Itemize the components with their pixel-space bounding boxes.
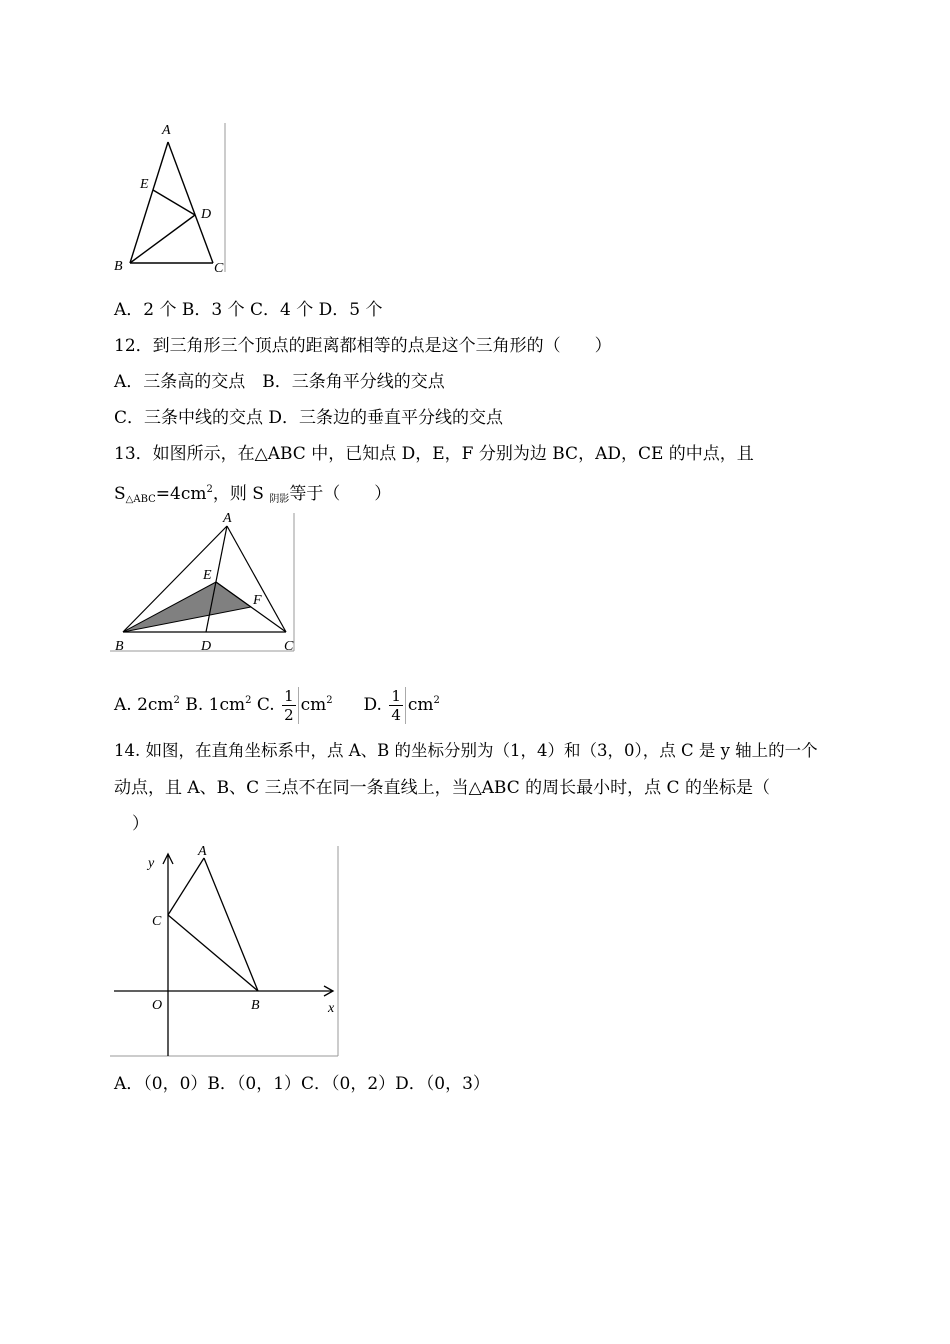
option-b: B. 1cm [179,695,246,715]
q14-options: A．（0，0）B．（0，1）C．（0，2）D．（0，3） [114,1074,490,1094]
label-O: O [152,998,163,1013]
fraction-half [282,687,299,724]
frac-num: 1 [391,687,401,705]
area-value: =4cm [155,484,207,504]
q14-stem-line2: 动点，且 A、B、C 三点不在同一条直线上，当△ABC 的周长最小时，点 C 的坐标是（ [114,778,770,798]
fraction-quarter [389,687,406,724]
shadow-subscript: 阴影 [269,494,290,505]
sup-a: 2 [173,695,180,706]
frac-num: 1 [284,687,294,705]
option-d: D. [363,695,388,715]
q12-options-ab: A．三条高的交点 B．三条角平分线的交点 [114,372,445,392]
sup-b: 2 [245,695,252,706]
q14-stem-line3: ） [132,814,149,834]
q13-stem-line1: 13．如图所示，在△ABC 中，已知点 D，E，F 分别为边 BC，AD，CE 的中点，且 [114,444,754,464]
label-C: C [214,261,224,276]
label-C: C [152,914,162,929]
sup-c: 2 [326,695,333,706]
label-E: E [140,177,149,192]
q12-stem: 12．到三角形三个顶点的距离都相等的点是这个三角形的（ ） [114,336,612,356]
then-text: ，则 S [212,484,270,504]
label-F: F [253,593,262,608]
label-B: B [115,639,124,654]
option-c: C. [251,695,281,715]
s-letter: S [114,484,126,504]
label-A: A [198,844,207,859]
label-C: C [284,639,294,654]
unit-c: cm [300,695,327,715]
label-D: D [201,639,212,654]
label-y: y [148,856,155,871]
superscript-2: 2 [206,484,213,495]
stem-tail: 等于（ ） [289,484,392,504]
label-E: E [203,568,212,583]
q11-options: A．2 个 B．3 个 C．4 个 D．5 个 [114,300,383,320]
q12-options-cd: C．三条中线的交点 D．三条边的垂直平分线的交点 [114,408,504,428]
label-x: x [328,1001,335,1016]
sup-d: 2 [433,695,440,706]
q13-options [114,682,440,724]
label-A: A [223,511,232,526]
option-a: A. 2cm [114,695,174,715]
s-subscript-abc: △ABC [125,494,156,505]
label-B: B [251,998,260,1013]
frac-den: 2 [284,706,294,724]
figure-shaded-triangle [110,510,300,655]
label-A: A [162,123,171,138]
figure-coordinate-plane [110,843,342,1061]
figure-triangle-ede [110,120,230,280]
unit-d: cm [407,695,434,715]
label-B: B [114,259,123,274]
q13-stem-line2 [114,479,391,511]
frac-den: 4 [391,706,401,724]
q14-stem-line1: 14. 如图，在直角坐标系中，点 A、B 的坐标分别为（1，4）和（3，0），点 C 是 y 轴上的一个 [114,741,818,760]
label-D: D [201,207,212,222]
